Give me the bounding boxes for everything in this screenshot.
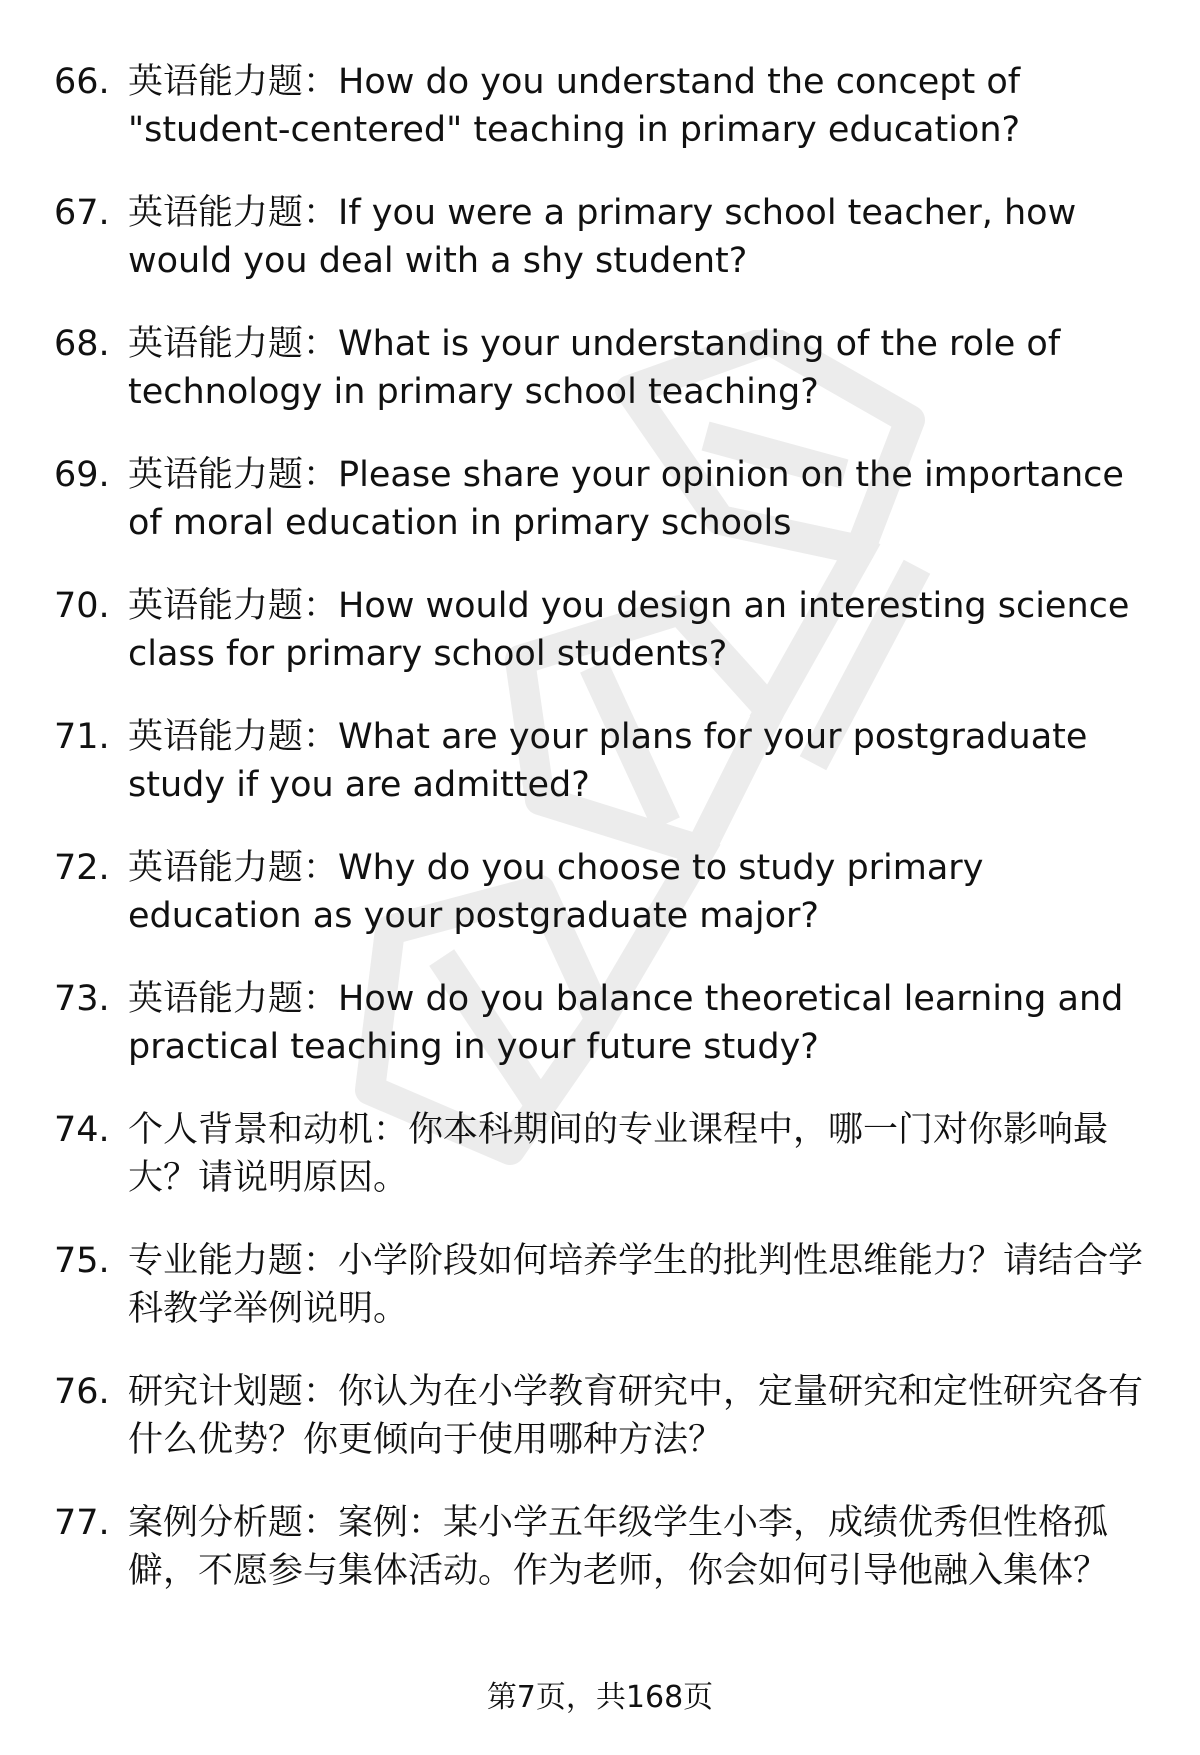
question-body bbox=[128, 1368, 1154, 1464]
question-body bbox=[128, 1499, 1154, 1595]
question-text: How would you design an interesting science class for primary school students? bbox=[128, 586, 1130, 674]
question-list bbox=[54, 58, 1154, 1630]
question-number: 76. bbox=[54, 1372, 110, 1412]
question-item bbox=[54, 189, 1154, 285]
question-item bbox=[54, 713, 1154, 809]
question-item bbox=[54, 58, 1154, 154]
question-text: 小学阶段如何培养学生的批判性思维能力？请结合学科教学举例说明。 bbox=[128, 1241, 1144, 1329]
question-category: 英语能力题： bbox=[128, 193, 339, 233]
question-text: 你本科期间的专业课程中，哪一门对你影响最大？请说明原因。 bbox=[128, 1110, 1109, 1198]
question-text: Please share your opinion on the importance of moral education in primary schools bbox=[128, 455, 1124, 543]
question-body bbox=[128, 582, 1154, 678]
question-body bbox=[128, 1106, 1154, 1202]
question-text: 你认为在小学教育研究中，定量研究和定性研究各有什么优势？你更倾向于使用哪种方法？ bbox=[128, 1372, 1144, 1460]
question-item bbox=[54, 1106, 1154, 1202]
question-category: 个人背景和动机： bbox=[128, 1110, 409, 1150]
question-body bbox=[128, 58, 1154, 154]
question-number: 68. bbox=[54, 324, 110, 364]
question-category: 研究计划题： bbox=[128, 1372, 339, 1412]
question-body bbox=[128, 1237, 1154, 1333]
question-category: 英语能力题： bbox=[128, 717, 339, 757]
question-category: 英语能力题： bbox=[128, 979, 339, 1019]
question-item bbox=[54, 1499, 1154, 1595]
question-text: What is your understanding of the role of technology in primary school teaching? bbox=[128, 324, 1061, 412]
question-number: 74. bbox=[54, 1110, 110, 1150]
question-body bbox=[128, 975, 1154, 1071]
question-number: 70. bbox=[54, 586, 110, 626]
question-text: 案例：某小学五年级学生小李，成绩优秀但性格孤僻，不愿参与集体活动。作为老师，你会如何引导他融入集体？ bbox=[128, 1503, 1109, 1591]
question-category: 英语能力题： bbox=[128, 62, 339, 102]
question-number: 67. bbox=[54, 193, 110, 233]
question-item bbox=[54, 1237, 1154, 1333]
question-body bbox=[128, 320, 1154, 416]
question-number: 71. bbox=[54, 717, 110, 757]
question-body bbox=[128, 451, 1154, 547]
question-item bbox=[54, 582, 1154, 678]
question-item bbox=[54, 844, 1154, 940]
question-text: How do you understand the concept of "student-centered" teaching in primary education? bbox=[128, 62, 1021, 150]
question-text: Why do you choose to study primary education as your postgraduate major? bbox=[128, 848, 984, 936]
question-text: What are your plans for your postgraduate study if you are admitted? bbox=[128, 717, 1088, 805]
question-number: 75. bbox=[54, 1241, 110, 1281]
question-item bbox=[54, 320, 1154, 416]
question-number: 72. bbox=[54, 848, 110, 888]
question-category: 英语能力题： bbox=[128, 586, 339, 626]
question-category: 英语能力题： bbox=[128, 848, 339, 888]
question-item bbox=[54, 451, 1154, 547]
question-number: 73. bbox=[54, 979, 110, 1019]
question-body bbox=[128, 713, 1154, 809]
question-item bbox=[54, 975, 1154, 1071]
question-text: How do you balance theoretical learning and practical teaching in your future study? bbox=[128, 979, 1124, 1067]
question-category: 英语能力题： bbox=[128, 324, 339, 364]
question-body bbox=[128, 189, 1154, 285]
question-item bbox=[54, 1368, 1154, 1464]
question-category: 英语能力题： bbox=[128, 455, 339, 495]
question-number: 66. bbox=[54, 62, 110, 102]
question-number: 77. bbox=[54, 1503, 110, 1543]
question-category: 案例分析题： bbox=[128, 1503, 339, 1543]
question-body bbox=[128, 844, 1154, 940]
question-category: 专业能力题： bbox=[128, 1241, 339, 1281]
page-footer: 第7页，共168页 bbox=[486, 1680, 714, 1715]
question-text: If you were a primary school teacher, how would you deal with a shy student? bbox=[128, 193, 1077, 281]
question-number: 69. bbox=[54, 455, 110, 495]
